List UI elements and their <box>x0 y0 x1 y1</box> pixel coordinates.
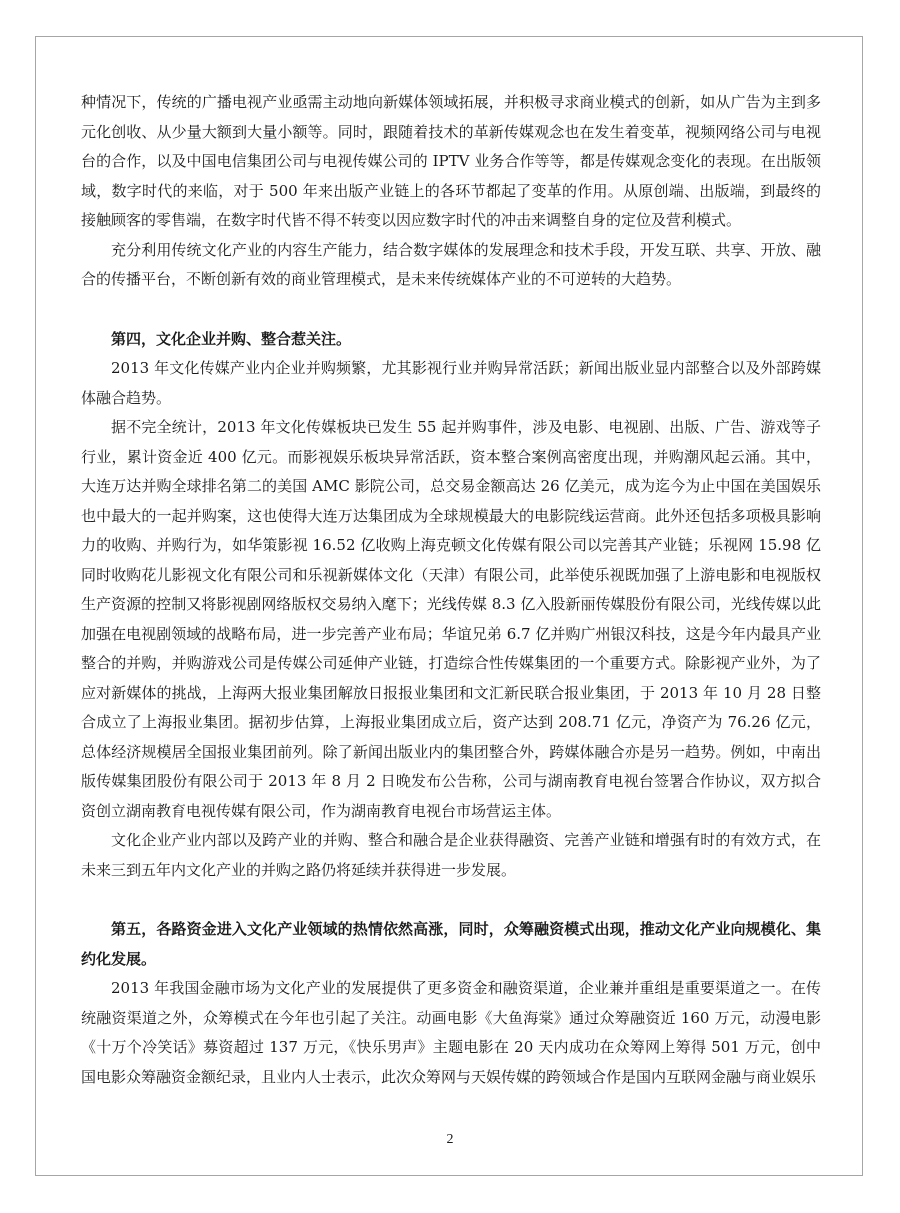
paragraph: 2013 年文化传媒产业内企业并购频繁，尤其影视行业并购异常活跃；新闻出版业显内部整合以及外部跨媒体融合趋势。 <box>81 359 821 407</box>
section-heading-fifth: 第五，各路资金进入文化产业领域的热情依然高涨，同时，众筹融资模式出现，推动文化产业向规模化、集约化发展。 <box>81 920 821 968</box>
paragraph: 据不完全统计，2013 年文化传媒板块已发生 55 起并购事件，涉及电影、电视剧、出版、广告、游戏等子行业，累计资金近 400 亿元。而影视娱乐板块异常活跃，资本整合案例高密度出现，并购潮风起云涌。其中，大连万达并购全球排名第二的美国 AMC 影院公司，总交易金额高达 26 亿美元，成为迄今为止中国在美国娱乐也中最大的一起并购案，这也使得大连万达集团成为全球规模最大的电影院线运营商。此外还包括多项极具影响力的收购、并购行为，如华策影视 16.52 亿收购上海克顿文化传媒有限公司以完善其产业链；乐视网 15.98 亿同时收购花儿影视文化有限公司和乐视新媒体文化（天津）有限公司，此举使乐视既加强了上游电影和电视版权生产资源的控制又将影视剧网络版权交易纳入麾下；光线传媒 8.3 亿入股新丽传媒股份有限公司，光线传媒以此加强在电视剧领域的战略布局，进一步完善产业布局；华谊兄弟 6.7 亿并购广州银汉科技，这是今年内最具产业整合的并购，并购游戏公司是传媒公司延伸产业链，打造综合性传媒集团的一个重要方式。除影视产业外，为了应对新媒体的挑战，上海两大报业集团解放日报报业集团和文汇新民联合报业集团，于 2013 年 10 月 28 日整合成立了上海报业集团。据初步估算，上海报业集团成立后，资产达到 208.71 亿元，净资产为 76.26 亿元，总体经济规模居全国报业集团前列。除了新闻出版业内的集团整合外，跨媒体融合亦是另一趋势。例如，中南出版传媒集团股份有限公司于 2013 年 8 月 2 日晚发布公告称，公司与湖南教育电视台签署合作协议，双方拟合资创立湖南教育电视传媒有限公司，作为湖南教育电视台市场营运主体。 <box>81 418 821 820</box>
section-heading-fourth: 第四，文化企业并购、整合惹关注。 <box>111 329 352 348</box>
paragraph: 充分利用传统文化产业的内容生产能力，结合数字媒体的发展理念和技术手段，开发互联、共享、开放、融合的传播平台，不断创新有效的商业管理模式，是未来传统媒体产业的不可逆转的大趋势。 <box>81 240 821 288</box>
paragraph-continuation: 种情况下，传统的广播电视产业亟需主动地向新媒体领域拓展，并积极寻求商业模式的创新，如从广告为主到多元化创收、从少量大额到大量小额等。同时，跟随着技术的革新传媒观念也在发生着变革，视频网络公司与电视台的合作，以及中国电信集团公司与电视传媒公司的 IPTV 业务合作等等，都是传媒观念变化的表现。在出版领域，数字时代的来临，对于 500 年来出版产业链上的各环节都起了变革的作用。从原创端、出版端，到最终的接触顾客的零售端，在数字时代皆不得不转变以因应数字时代的冲击来调整自身的定位及营利模式。 <box>81 93 821 229</box>
page-number: 2 <box>446 1132 454 1147</box>
document-body <box>81 88 821 1092</box>
paragraph: 2013 年我国金融市场为文化产业的发展提供了更多资金和融资渠道，企业兼并重组是重要渠道之一。在传统融资渠道之外，众筹模式在今年也引起了关注。动画电影《大鱼海棠》通过众筹融资近 160 万元，动漫电影《十万个冷笑话》募资超过 137 万元，《快乐男声》主题电影在 20 天内成功在众筹网上筹得 501 万元，创中国电影众筹融资金额纪录，且业内人士表示，此次众筹网与天娱传媒的跨领域合作是国内互联网金融与商业娱乐 <box>81 979 821 1086</box>
paragraph: 文化企业产业内部以及跨产业的并购、整合和融合是企业获得融资、完善产业链和增强有时的有效方式，在未来三到五年内文化产业的并购之路仍将延续并获得进一步发展。 <box>81 831 821 879</box>
